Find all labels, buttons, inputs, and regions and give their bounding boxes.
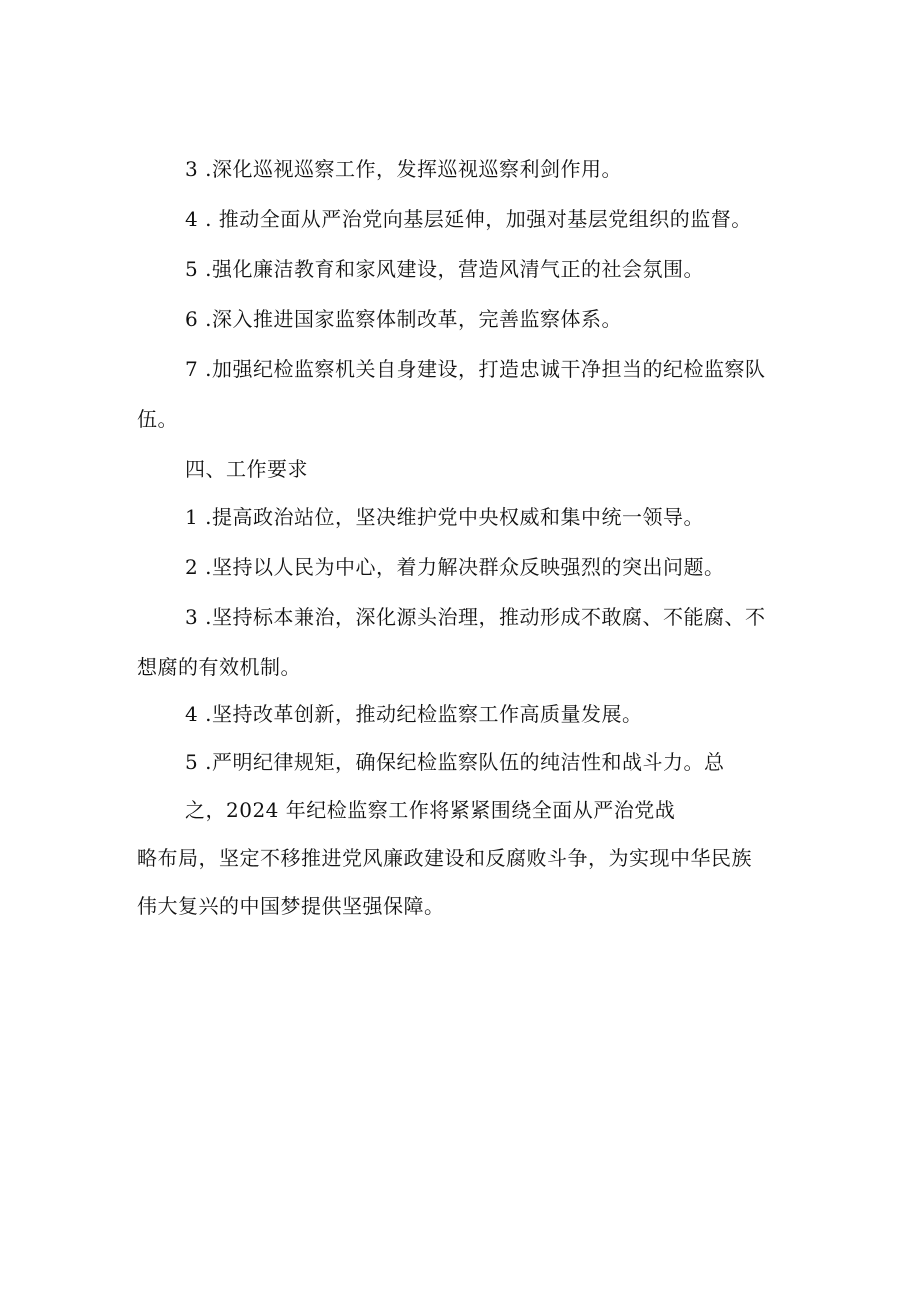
requirement-item-3: 3 .坚持标本兼治，深化源头治理，推动形成不敢腐、不能腐、不 (185, 605, 766, 629)
conclusion-line-2: 略布局，坚定不移推进党风廉政建设和反腐败斗争，为实现中华民族 (137, 846, 752, 870)
requirement-item-3-continuation: 想腐的有效机制。 (137, 655, 301, 679)
requirement-item-1: 1 .提高政治站位，坚决维护党中央权威和集中统一领导。 (185, 505, 704, 529)
list-item-7-self-building: 7 .加强纪检监察机关自身建设，打造忠诚干净担当的纪检监察队 (185, 357, 766, 381)
requirement-item-5: 5 .严明纪律规矩，确保纪检监察队伍的纯洁性和战斗力。总 (185, 750, 725, 774)
conclusion-line-3: 伟大复兴的中国梦提供坚强保障。 (137, 894, 445, 918)
list-item-3-inspection: 3 .深化巡视巡察工作，发挥巡视巡察利剑作用。 (185, 157, 622, 181)
requirement-item-2: 2 .坚持以人民为中心，着力解决群众反映强烈的突出问题。 (185, 555, 725, 579)
conclusion-line-1: 之，2024 年纪检监察工作将紧紧围绕全面从严治党战 (185, 798, 676, 822)
section-heading-work-requirements: 四、工作要求 (185, 457, 308, 481)
list-item-4-grassroots: 4 . 推动全面从严治党向基层延伸，加强对基层党组织的监督。 (185, 207, 752, 231)
list-item-5-integrity-education: 5 .强化廉洁教育和家风建设，营造风清气正的社会氛围。 (185, 257, 704, 281)
list-item-6-supervision-reform: 6 .深入推进国家监察体制改革，完善监察体系。 (185, 307, 622, 331)
list-item-7-continuation: 伍。 (137, 407, 178, 431)
requirement-item-4: 4 .坚持改革创新，推动纪检监察工作高质量发展。 (185, 702, 643, 726)
